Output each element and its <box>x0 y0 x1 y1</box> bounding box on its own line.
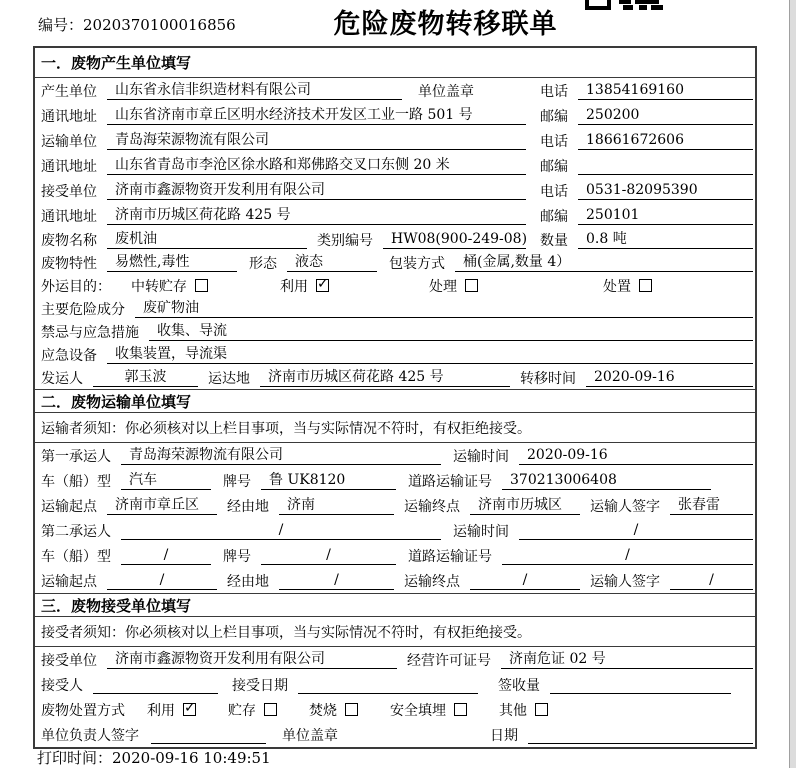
hazard-label: 主要危险成分 <box>41 301 125 318</box>
producer-zip-field: 250200 <box>578 106 753 125</box>
carrier1-via-field: 济南 <box>279 496 394 515</box>
scrollbar[interactable] <box>789 0 796 768</box>
taboo-field: 收集、导流 <box>149 322 753 341</box>
producer-name-field: 山东省永信非织造材料有限公司 <box>107 81 402 100</box>
road-permit-label: 道路运输证号 <box>408 548 492 565</box>
disposal-option-landfill <box>390 700 467 720</box>
checkbox-disposal-other <box>535 703 548 716</box>
carrier2-origin-field: / <box>107 571 217 590</box>
purpose-row <box>35 274 755 297</box>
accept-date-label: 接受日期 <box>232 677 288 694</box>
taboo-label: 禁忌与应急措施 <box>41 324 139 341</box>
print-time-value: 2020-09-16 10:49:51 <box>112 749 271 767</box>
section-1-header: 一．废物产生单位填写 <box>35 48 755 78</box>
carrier2-endpoint-field: / <box>470 571 580 590</box>
carrier1-origin-field: 济南市章丘区 <box>107 496 217 515</box>
address-label: 通讯地址 <box>41 158 97 175</box>
disposal-method-row <box>35 697 755 722</box>
recipient-label: 接受人 <box>41 677 83 694</box>
transporter-address-field: 山东省青岛市李沧区徐水路和郑佛路交叉口东侧 20 米 <box>107 156 526 175</box>
transfer-date-field: 2020-09-16 <box>586 368 753 387</box>
permit-field: 济南危证 02 号 <box>501 650 753 669</box>
date-field <box>528 725 753 744</box>
transporter-notice: 运输者须知：你必须核对以上栏目事项，当与实际情况不符时，有权拒绝接受。 <box>41 420 531 437</box>
transporter-phone-field: 18661672606 <box>578 131 753 150</box>
category-field: HW08(900-249-08) <box>383 230 526 249</box>
carrier2-sign-field: / <box>670 571 753 590</box>
checkbox-disposal-use <box>183 703 196 716</box>
purpose-option-dispose <box>603 276 652 296</box>
waste-name-field: 废机油 <box>107 230 307 249</box>
carrier1-label: 第一承运人 <box>41 448 111 465</box>
quantity-col <box>540 230 753 250</box>
receiver-zip-col <box>540 206 753 226</box>
option-label: 处置 <box>603 278 631 295</box>
quantity-label: 数量 <box>540 232 568 249</box>
unit-seal-label: 单位盖章 <box>418 83 474 100</box>
carrier1-time-field: 2020-09-16 <box>519 446 753 465</box>
producer-row <box>35 78 755 103</box>
checkbox-disposal-incinerate <box>345 703 358 716</box>
address-label: 通讯地址 <box>41 108 97 125</box>
endpoint-label: 运输终点 <box>404 573 460 590</box>
receiver-name-field: 济南市鑫源物资开发利用有限公司 <box>107 181 526 200</box>
print-time-label: 打印时间： <box>37 749 113 767</box>
carrier1-name-field: 青岛海荣源物流有限公司 <box>121 446 441 465</box>
page-title: 危险废物转移联单 <box>333 9 558 40</box>
transporter-row <box>35 128 755 153</box>
unit-seal-label: 单位盖章 <box>282 727 338 744</box>
signed-amount-label: 签收量 <box>498 677 540 694</box>
transfer-date-label: 转移时间 <box>520 370 576 387</box>
receiver-zip-field: 250101 <box>578 206 753 225</box>
doc-number-value: 2020370100016856 <box>83 16 236 34</box>
accept-unit-row <box>35 647 755 672</box>
option-label: 中转贮存 <box>131 278 187 295</box>
form-label: 形态 <box>249 255 277 272</box>
option-label: 处理 <box>429 278 457 295</box>
receiver-phone-field: 0531-82095390 <box>578 181 753 200</box>
waste-name-row <box>35 228 755 251</box>
taboo-row <box>35 320 755 343</box>
producer-address-row <box>35 103 755 128</box>
carrier2-vehicle-field: / <box>121 546 211 565</box>
disposal-option-incinerate <box>309 700 358 720</box>
purpose-label: 外运目的： <box>41 278 111 295</box>
carrier1-road-permit-field: 370213006408 <box>502 471 711 490</box>
transporter-notice-row <box>35 413 755 443</box>
waste-name-label: 废物名称 <box>41 232 97 249</box>
carrier1-vehicle-field: 汽车 <box>121 471 211 490</box>
plate-label: 牌号 <box>223 473 251 490</box>
shipper-label: 发运人 <box>41 370 83 387</box>
origin-label: 运输起点 <box>41 573 97 590</box>
receiver-notice: 接受者须知：你必须核对以上栏目事项，当与实际情况不符时，有权拒绝接受。 <box>41 624 531 641</box>
doc-number-label: 编号： <box>38 16 84 34</box>
packing-label: 包装方式 <box>389 255 445 272</box>
carrier-sign-label: 运输人签字 <box>590 573 660 590</box>
packing-field: 桶(金属,数量 4） <box>455 253 753 272</box>
plate-label: 牌号 <box>223 548 251 565</box>
transporter-label: 运输单位 <box>41 133 97 150</box>
disposal-option-use <box>147 700 196 720</box>
property-field: 易燃性,毒性 <box>107 253 237 272</box>
waste-property-row <box>35 251 755 274</box>
purpose-option-use <box>280 276 329 296</box>
carrier-sign-label: 运输人签字 <box>590 498 660 515</box>
zip-label: 邮编 <box>540 108 568 125</box>
accept-unit-label: 接受单位 <box>41 652 97 669</box>
option-label: 焚烧 <box>309 702 337 719</box>
signed-amount-field <box>550 675 731 694</box>
section-2-header: 二．废物运输单位填写 <box>35 389 755 413</box>
road-permit-label: 道路运输证号 <box>408 473 492 490</box>
producer-phone-col <box>540 81 753 101</box>
property-label: 废物特性 <box>41 255 97 272</box>
shipper-field: 郭玉波 <box>93 368 198 387</box>
checkbox-disposal-landfill <box>454 703 467 716</box>
phone-label: 电话 <box>540 183 568 200</box>
destination-field: 济南市历城区荷花路 425 号 <box>260 368 510 387</box>
checkbox-use <box>316 279 329 292</box>
transport-time-label: 运输时间 <box>453 523 509 540</box>
checkbox-dispose <box>639 279 652 292</box>
vehicle-type-label: 车（船）型 <box>41 548 111 565</box>
accept-unit-field: 济南市鑫源物资开发利用有限公司 <box>107 650 397 669</box>
carrier2-time-field: / <box>519 521 753 540</box>
transporter-zip-field <box>578 156 753 175</box>
recipient-row <box>35 672 755 697</box>
carrier2-vehicle-row <box>35 543 755 568</box>
purpose-option-treat <box>429 276 478 296</box>
equipment-label: 应急设备 <box>41 347 97 364</box>
address-label: 通讯地址 <box>41 208 97 225</box>
option-label: 安全填埋 <box>390 702 446 719</box>
carrier1-endpoint-field: 济南市历城区 <box>470 496 580 515</box>
equipment-field: 收集装置，导流渠 <box>107 345 753 364</box>
producer-label: 产生单位 <box>41 83 97 100</box>
receiver-phone-col <box>540 181 753 201</box>
recipient-field <box>93 675 218 694</box>
checkbox-treat <box>465 279 478 292</box>
qr-code-fragment <box>585 0 663 10</box>
receiver-address-row <box>35 203 755 228</box>
transporter-zip-col <box>540 156 753 176</box>
option-label: 其他 <box>499 702 527 719</box>
checkbox-disposal-storage <box>264 703 277 716</box>
form-field: 液态 <box>287 253 377 272</box>
carrier1-plate-field: 鲁 UK8120 <box>261 471 396 490</box>
zip-label: 邮编 <box>540 208 568 225</box>
option-label: 贮存 <box>228 702 256 719</box>
checkbox-transfer-storage <box>195 279 208 292</box>
date-label: 日期 <box>490 727 518 744</box>
permit-label: 经营许可证号 <box>407 652 491 669</box>
carrier2-name-field: / <box>121 521 441 540</box>
equipment-row <box>35 343 755 366</box>
via-label: 经由地 <box>227 498 269 515</box>
endpoint-label: 运输终点 <box>404 498 460 515</box>
producer-address-field: 山东省济南市章丘区明水经济技术开发区工业一路 501 号 <box>107 106 526 125</box>
receiver-label: 接受单位 <box>41 183 97 200</box>
shipper-row <box>35 366 755 389</box>
transporter-phone-col <box>540 131 753 151</box>
zip-label: 邮编 <box>540 158 568 175</box>
receiver-row <box>35 178 755 203</box>
carrier1-vehicle-row <box>35 468 755 493</box>
option-label: 利用 <box>147 702 175 719</box>
via-label: 经由地 <box>227 573 269 590</box>
producer-zip-col <box>540 106 753 126</box>
carrier2-via-field: / <box>279 571 394 590</box>
quantity-field: 0.8 吨 <box>578 230 753 249</box>
disposal-option-storage <box>228 700 277 720</box>
receiver-notice-row <box>35 617 755 647</box>
carrier2-plate-field: / <box>261 546 396 565</box>
phone-label: 电话 <box>540 83 568 100</box>
section-3-header: 三．废物接受单位填写 <box>35 593 755 617</box>
producer-phone-field: 13854169160 <box>578 81 753 100</box>
vehicle-type-label: 车（船）型 <box>41 473 111 490</box>
option-label: 利用 <box>280 278 308 295</box>
receiver-address-field: 济南市历城区荷花路 425 号 <box>107 206 526 225</box>
phone-label: 电话 <box>540 133 568 150</box>
carrier1-route-row <box>35 493 755 518</box>
print-time <box>37 747 271 768</box>
disposal-option-other <box>499 700 548 720</box>
transporter-address-row <box>35 153 755 178</box>
transporter-name-field: 青岛海荣源物流有限公司 <box>107 131 526 150</box>
head-sign-row <box>35 722 755 747</box>
hazard-row <box>35 297 755 320</box>
accept-date-field <box>298 675 478 694</box>
carrier2-label: 第二承运人 <box>41 523 111 540</box>
purpose-option-transfer <box>131 276 208 296</box>
disposal-method-label: 废物处置方式 <box>41 702 125 719</box>
carrier2-route-row <box>35 568 755 593</box>
carrier1-sign-field: 张春雷 <box>670 496 753 515</box>
hazard-field: 废矿物油 <box>135 299 753 318</box>
form-table <box>33 46 757 749</box>
origin-label: 运输起点 <box>41 498 97 515</box>
carrier2-row <box>35 518 755 543</box>
carrier1-row <box>35 443 755 468</box>
head-sign-field <box>151 725 266 744</box>
transport-time-label: 运输时间 <box>453 448 509 465</box>
destination-label: 运达地 <box>208 370 250 387</box>
category-label: 类别编号 <box>317 232 373 249</box>
carrier2-road-permit-field: / <box>502 546 753 565</box>
head-sign-label: 单位负责人签字 <box>41 727 139 744</box>
